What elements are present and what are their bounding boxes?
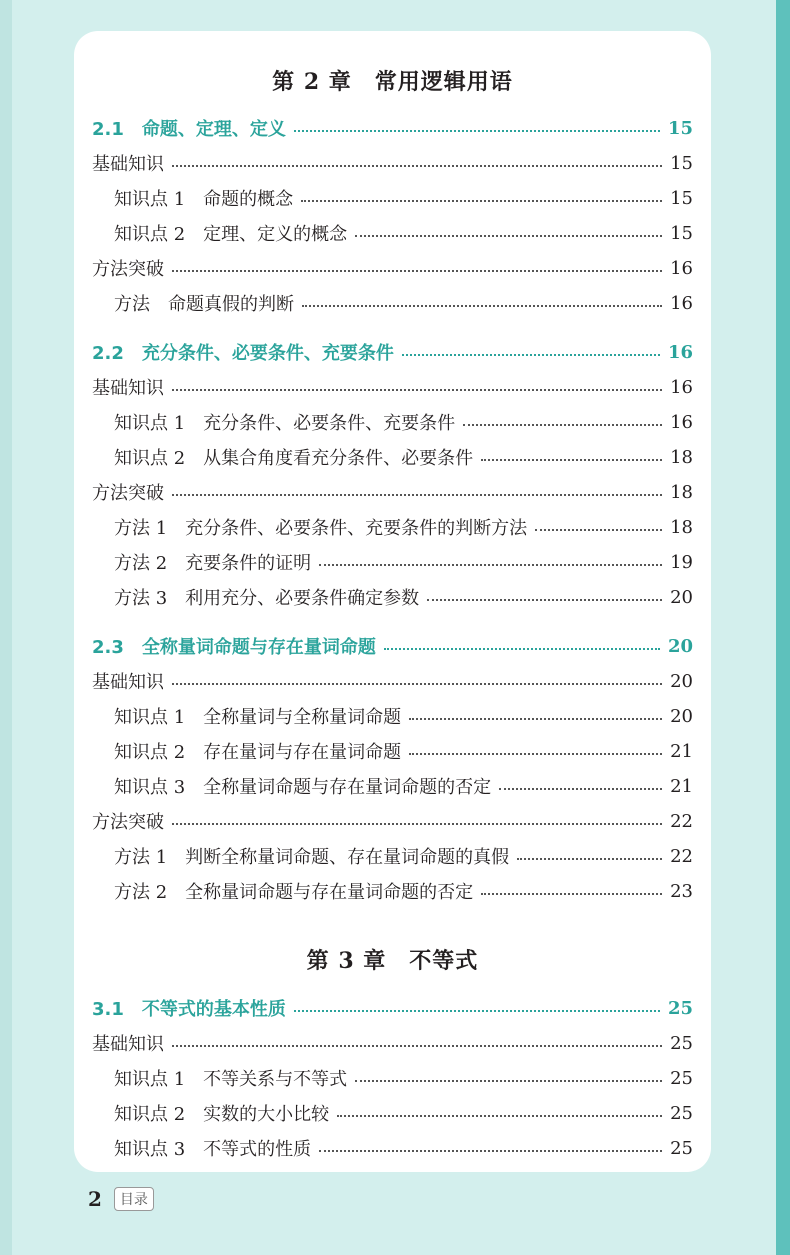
toc-entry-basics[interactable] xyxy=(92,149,693,177)
chapter-2-title: 第 2 章 常用逻辑用语 xyxy=(272,69,513,95)
left-edge-strip xyxy=(0,0,12,1255)
entry-title: 知识点 2 从集合角度看充分条件、必要条件 xyxy=(114,448,474,469)
toc-entry-point[interactable] xyxy=(114,772,693,800)
toc-entry-basics[interactable] xyxy=(92,1029,693,1057)
leader-dots xyxy=(355,235,662,237)
toc-entry-point[interactable] xyxy=(114,219,693,247)
toc-entry-basics[interactable] xyxy=(92,667,693,695)
entry-title: 知识点 2 存在量词与存在量词命题 xyxy=(114,742,402,763)
leader-dots xyxy=(172,494,662,496)
entry-page: 18 xyxy=(670,481,693,503)
entry-title: 2.1 命题、定理、定义 xyxy=(92,119,286,140)
toc-entry-method[interactable] xyxy=(114,548,693,576)
entry-title: 方法突破 xyxy=(92,812,164,833)
toc-entry-point[interactable] xyxy=(114,443,693,471)
entry-page: 16 xyxy=(670,376,693,398)
entry-page: 25 xyxy=(670,1032,693,1054)
entry-title: 基础知识 xyxy=(92,672,164,693)
entry-page: 20 xyxy=(667,635,693,657)
leader-dots xyxy=(172,165,662,167)
entry-title: 2.3 全称量词命题与存在量词命题 xyxy=(92,637,376,658)
entry-title: 知识点 3 全称量词命题与存在量词命题的否定 xyxy=(114,777,492,798)
leader-dots xyxy=(535,529,662,531)
leader-dots xyxy=(172,683,662,685)
entry-page: 20 xyxy=(670,705,693,727)
entry-title: 知识点 3 不等式的性质 xyxy=(114,1139,312,1160)
entry-page: 15 xyxy=(670,222,693,244)
entry-title: 知识点 1 命题的概念 xyxy=(114,189,294,210)
toc-entry-point[interactable] xyxy=(114,702,693,730)
entry-page: 25 xyxy=(670,1102,693,1124)
entry-title: 知识点 1 充分条件、必要条件、充要条件 xyxy=(114,413,456,434)
leader-dots xyxy=(517,858,662,860)
entry-title: 知识点 2 定理、定义的概念 xyxy=(114,224,348,245)
entry-title: 方法 2 全称量词命题与存在量词命题的否定 xyxy=(114,882,474,903)
entry-page: 21 xyxy=(670,775,693,797)
entry-title: 2.2 充分条件、必要条件、充要条件 xyxy=(92,343,394,364)
entry-page: 18 xyxy=(670,516,693,538)
entry-title: 方法 3 利用充分、必要条件确定参数 xyxy=(114,588,420,609)
entry-page: 25 xyxy=(670,1137,693,1159)
entry-title: 方法突破 xyxy=(92,259,164,280)
entry-page: 25 xyxy=(670,1067,693,1089)
entry-page: 20 xyxy=(670,670,693,692)
entry-title: 基础知识 xyxy=(92,378,164,399)
entry-page: 16 xyxy=(670,411,693,433)
chapter-3-title: 第 3 章 不等式 xyxy=(306,948,479,974)
entry-title: 知识点 1 全称量词与全称量词命题 xyxy=(114,707,402,728)
page-number: 2 xyxy=(88,1187,102,1211)
leader-dots xyxy=(463,424,662,426)
toc-entry-method[interactable] xyxy=(114,513,693,541)
right-edge-strip xyxy=(776,0,790,1255)
entry-title: 知识点 1 不等关系与不等式 xyxy=(114,1069,348,1090)
toc-entry-point[interactable] xyxy=(114,737,693,765)
leader-dots xyxy=(402,354,660,356)
entry-page: 18 xyxy=(670,446,693,468)
entry-title: 3.1 不等式的基本性质 xyxy=(92,999,286,1020)
entry-title: 方法 1 充分条件、必要条件、充要条件的判断方法 xyxy=(114,518,528,539)
entry-title: 方法突破 xyxy=(92,483,164,504)
entry-page: 15 xyxy=(670,187,693,209)
entry-page: 16 xyxy=(667,341,693,363)
toc-entry-method[interactable] xyxy=(114,842,693,870)
toc-entry-method[interactable] xyxy=(114,877,693,905)
leader-dots xyxy=(481,893,662,895)
leader-dots xyxy=(294,130,660,132)
entry-title: 方法 2 充要条件的证明 xyxy=(114,553,312,574)
toc-section-3-1[interactable] xyxy=(92,994,693,1022)
leader-dots xyxy=(172,389,662,391)
leader-dots xyxy=(301,200,662,202)
toc-section-2-3[interactable] xyxy=(92,632,693,660)
entry-title: 基础知识 xyxy=(92,1034,164,1055)
leader-dots xyxy=(384,648,660,650)
leader-dots xyxy=(337,1115,662,1117)
leader-dots xyxy=(172,270,662,272)
toc-entry-point[interactable] xyxy=(114,1134,693,1162)
toc-card xyxy=(74,31,711,1172)
leader-dots xyxy=(319,564,662,566)
toc-entry-point[interactable] xyxy=(114,1064,693,1092)
toc-entry-point[interactable] xyxy=(114,1099,693,1127)
entry-page: 20 xyxy=(670,586,693,608)
entry-title: 基础知识 xyxy=(92,154,164,175)
entry-page: 15 xyxy=(667,117,693,139)
toc-entry-basics[interactable] xyxy=(92,373,693,401)
entry-page: 23 xyxy=(670,880,693,902)
entry-page: 19 xyxy=(670,551,693,573)
entry-title: 方法 1 判断全称量词命题、存在量词命题的真假 xyxy=(114,847,510,868)
leader-dots xyxy=(481,459,662,461)
leader-dots xyxy=(427,599,662,601)
entry-page: 16 xyxy=(670,292,693,314)
toc-entry-methods[interactable] xyxy=(92,254,693,282)
entry-title: 方法 命题真假的判断 xyxy=(114,294,294,315)
leader-dots xyxy=(409,718,662,720)
toc-entry-method[interactable] xyxy=(114,583,693,611)
leader-dots xyxy=(355,1080,662,1082)
toc-section-2-1[interactable] xyxy=(92,114,693,142)
entry-page: 22 xyxy=(670,810,693,832)
entry-page: 15 xyxy=(670,152,693,174)
page-footer xyxy=(88,1187,154,1211)
entry-title: 知识点 2 实数的大小比较 xyxy=(114,1104,330,1125)
entry-page: 21 xyxy=(670,740,693,762)
entry-page: 22 xyxy=(670,845,693,867)
toc-entry-methods[interactable] xyxy=(92,478,693,506)
toc-entry-method[interactable] xyxy=(114,289,693,317)
toc-entry-point[interactable] xyxy=(114,184,693,212)
leader-dots xyxy=(172,823,662,825)
leader-dots xyxy=(294,1010,660,1012)
toc-entry-point[interactable] xyxy=(114,408,693,436)
toc-label-badge: 目录 xyxy=(114,1187,154,1211)
toc-entry-methods[interactable] xyxy=(92,807,693,835)
leader-dots xyxy=(302,305,662,307)
entry-page: 16 xyxy=(670,257,693,279)
leader-dots xyxy=(409,753,662,755)
leader-dots xyxy=(499,788,662,790)
leader-dots xyxy=(319,1150,662,1152)
leader-dots xyxy=(172,1045,662,1047)
toc-section-2-2[interactable] xyxy=(92,338,693,366)
entry-page: 25 xyxy=(667,997,693,1019)
